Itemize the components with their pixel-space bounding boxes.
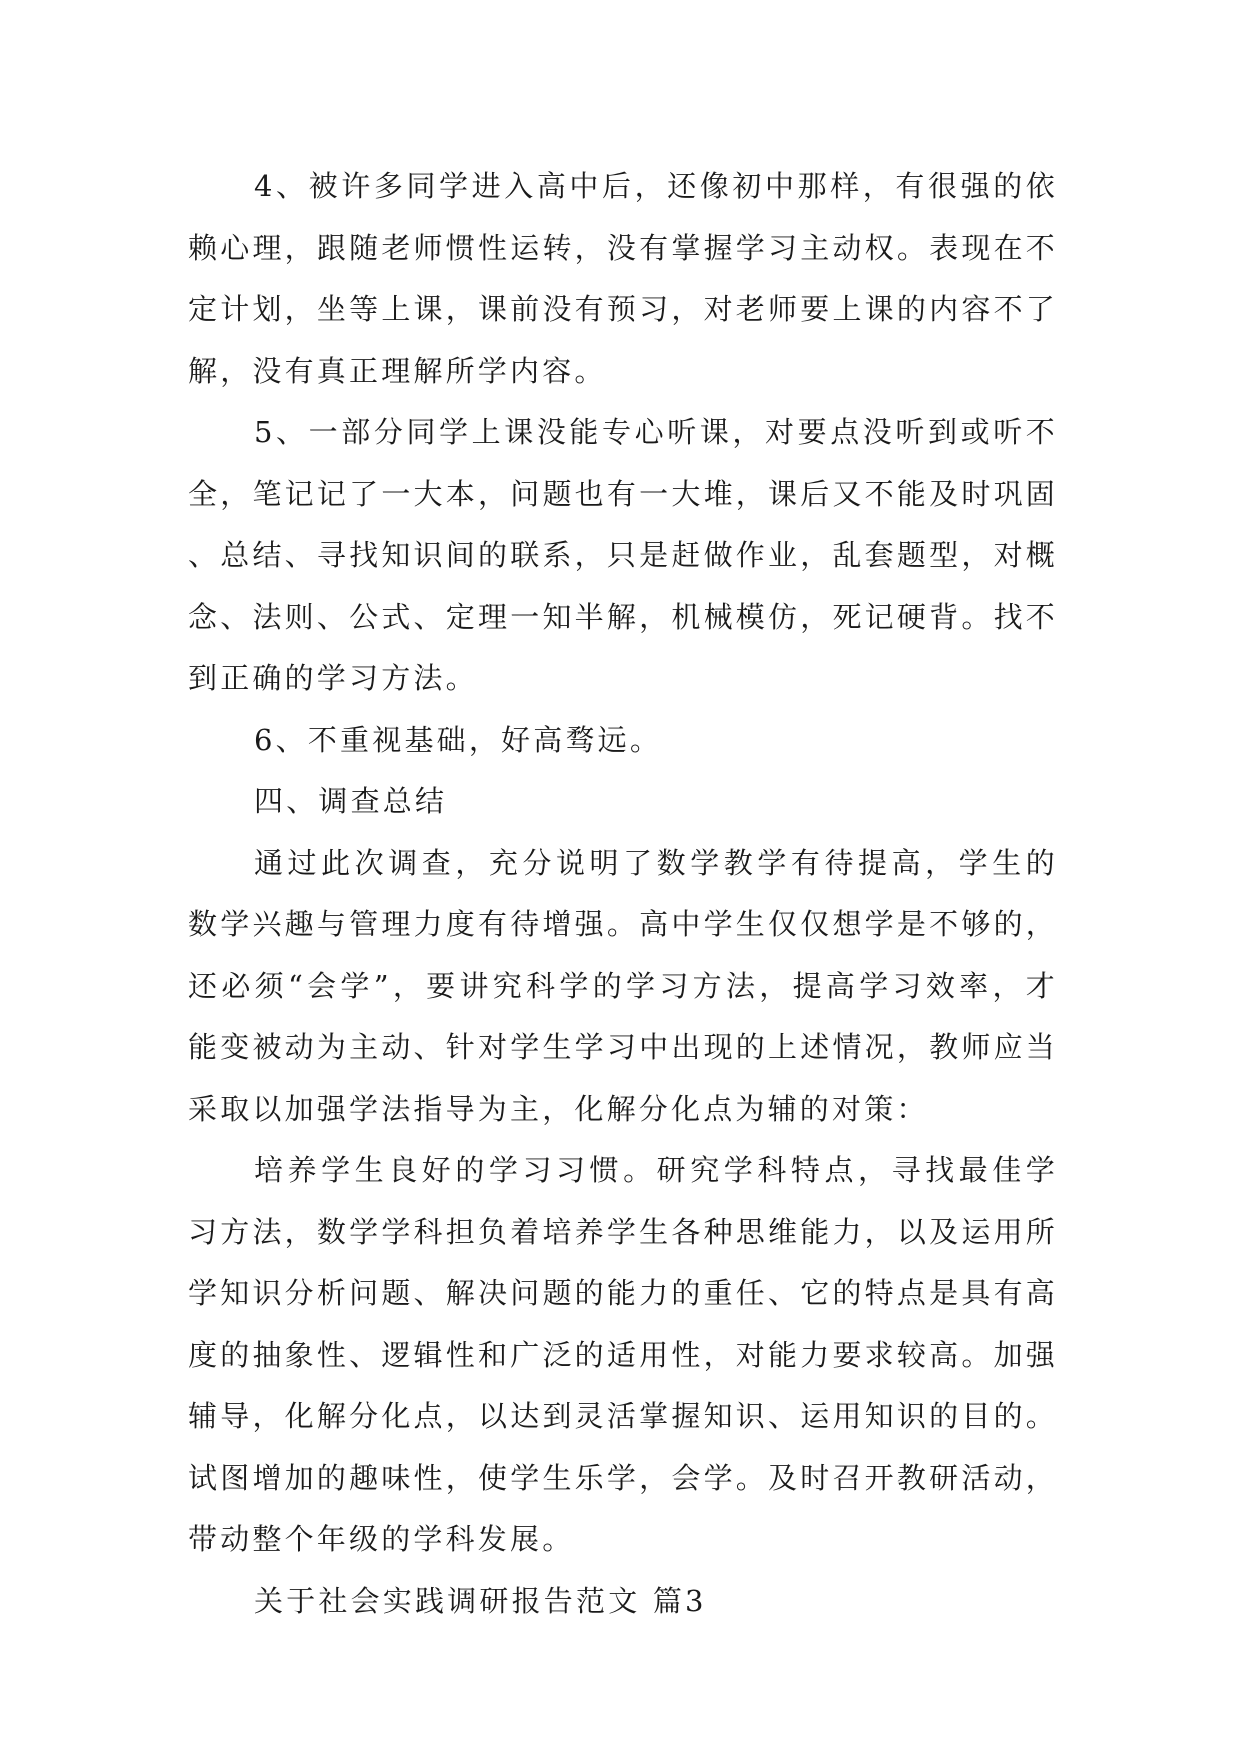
document-body — [188, 156, 1058, 1632]
paragraph-item-4: 4、被许多同学进入高中后，还像初中那样，有很强的依赖心理，跟随老师惯性运转，没有掌握学习主动权。表现在不定计划，坐等上课，课前没有预习，对老师要上课的内容不了解，没有真正理解所学内容。 — [188, 169, 1058, 388]
next-article-title: 关于社会实践调研报告范文 篇3 — [254, 1583, 707, 1618]
paragraph-item-6: 6、不重视基础，好高骛远。 — [254, 722, 663, 757]
section-heading-survey-summary: 四、调查总结 — [254, 784, 448, 818]
paragraph-item-5: 5、一部分同学上课没能专心听课，对要点没听到或听不全，笔记记了一大本，问题也有一大堆，课后又不能及时巩固、总结、寻找知识间的联系，只是赶做作业，乱套题型，对概念、法则、公式、定理一知半解，机械模仿，死记硬背。找不到正确的学习方法。 — [188, 415, 1058, 695]
paragraph-study-habits: 培养学生良好的学习习惯。研究学科特点，寻找最佳学习方法，数学学科担负着培养学生各种思维能力，以及运用所学知识分析问题、解决问题的能力的重任、它的特点是具有高度的抽象性、逻辑性和广泛的适用性，对能力要求较高。加强辅导，化解分化点，以达到灵活掌握知识、运用知识的目的。试图增加的趣味性，使学生乐学，会学。及时召开教研活动，带动整个年级的学科发展。 — [188, 1153, 1058, 1556]
paragraph-survey-conclusion: 通过此次调查，充分说明了数学教学有待提高，学生的数学兴趣与管理力度有待增强。高中学生仅仅想学是不够的，还必须“会学”，要讲究科学的学习方法，提高学习效率，才能变被动为主动、针对学生学习中出现的上述情况，教师应当采取以加强学法指导为主，化解分化点为辅的对策： — [188, 845, 1058, 1126]
